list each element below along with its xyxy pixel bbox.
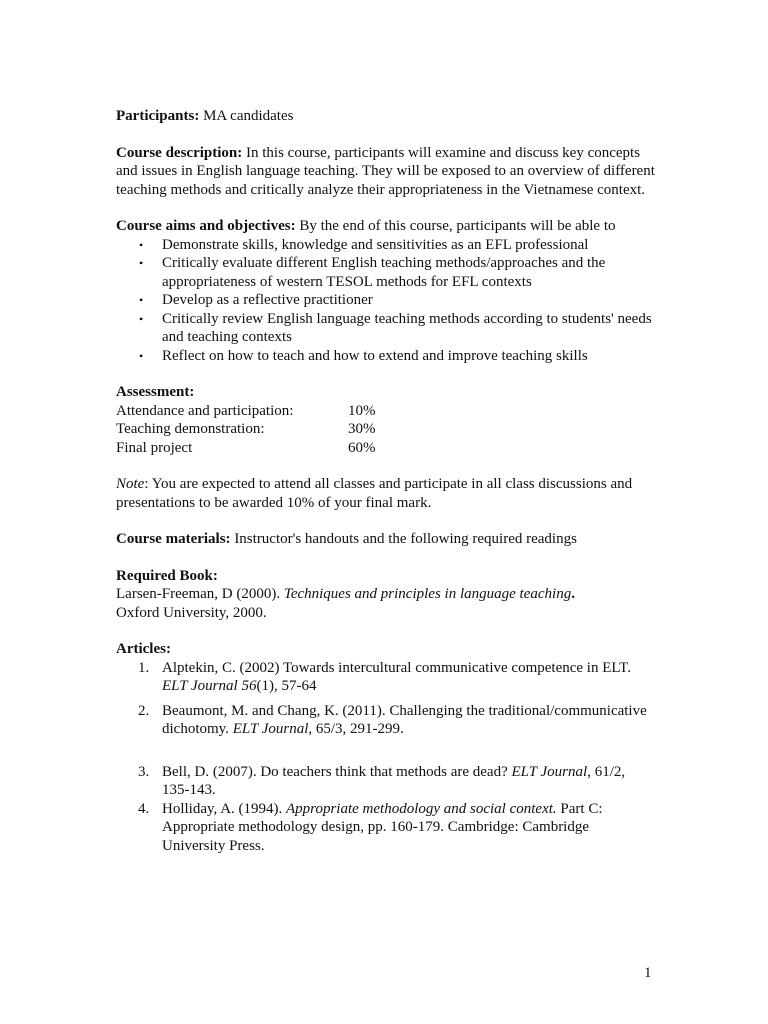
article-number: 2. [138, 702, 150, 719]
article-number: 1. [138, 659, 150, 676]
course-description-label: Course description: [116, 144, 243, 161]
course-aims-heading [116, 217, 656, 236]
assessment-item: Final project [116, 439, 193, 456]
required-book-label: Required Book: [116, 567, 218, 584]
course-aims [116, 217, 656, 365]
article-details: , 65/3, 291-299. [308, 721, 404, 737]
article-number: 4. [138, 800, 150, 817]
aim-text: Reflect on how to teach and how to extend and improve teaching skills [162, 347, 588, 364]
aim-text: Critically review English language teaching methods according to students' needs and teaching contexts [162, 310, 652, 345]
bullet-icon: • [139, 311, 144, 326]
course-aims-intro: By the end of this course, participants will be able to [299, 218, 616, 234]
required-book-section [116, 567, 656, 623]
list-item [116, 236, 656, 255]
assessment-item: Teaching demonstration: [116, 421, 265, 437]
list-item [116, 347, 656, 366]
article-text: Holliday, A. (1994). [162, 800, 287, 817]
participants-label: Participants: [116, 108, 200, 124]
list-item [116, 310, 656, 347]
assessment-row [116, 402, 656, 421]
assessment-row [116, 420, 656, 439]
article-details: Part C: Appropriate methodology design, pp. 160-179. Cambridge: Cambridge University Press. [162, 800, 603, 854]
articles-section [116, 640, 656, 855]
article-text: Alptekin, C. (2002) Towards intercultural communicative competence in ELT. [162, 659, 631, 676]
article-number: 3. [138, 763, 150, 780]
course-materials-text: Instructor's handouts and the following required readings [234, 531, 577, 547]
article-details: , 61/2, 135-143. [162, 763, 626, 798]
course-materials-label: Course materials: [116, 531, 231, 547]
assessment-item: Attendance and participation: [116, 402, 294, 419]
course-aims-label: Course aims and objectives: [116, 218, 296, 234]
list-item [116, 800, 656, 856]
book-author: Larsen-Freeman, D (2000). [116, 586, 281, 602]
article-journal: ELT Journal [232, 721, 309, 737]
assessment-row [116, 439, 656, 458]
assessment-weight: 10% [348, 402, 376, 419]
book-title-period: . [571, 586, 575, 602]
assessment-weight: 30% [348, 421, 376, 437]
course-description-text: In this course, participants will examine and discuss key concepts and issues in English language teaching. They will be exposed to an overview of different teaching methods and critically analyze their appropriateness in the Vietnamese context. [116, 144, 655, 198]
bullet-icon: • [139, 293, 144, 307]
assessment-weight: 60% [348, 439, 376, 456]
assessment-label: Assessment: [116, 384, 195, 400]
course-materials [116, 530, 656, 549]
book-publisher: Oxford University, 2000. [116, 604, 267, 621]
note-paragraph [116, 475, 656, 512]
note-text: : You are expected to attend all classes and participate in all class discussions and presentations to be awarded 10% of your final mark. [116, 476, 633, 511]
article-journal: Appropriate methodology and social context. [286, 800, 557, 817]
list-item [116, 254, 656, 291]
article-details: (1), 57-64 [256, 678, 317, 694]
list-item [116, 291, 656, 310]
article-text: Bell, D. (2007). Do teachers think that methods are dead? [162, 763, 512, 780]
list-item [116, 702, 656, 739]
articles-label: Articles: [116, 641, 171, 657]
aims-list [116, 236, 656, 366]
course-description [116, 144, 656, 200]
aim-text: Critically evaluate different English teaching methods/approaches and the appropriateness of western TESOL methods for EFL contexts [162, 255, 606, 290]
page-number: 1 [644, 965, 652, 981]
note-label: Note [116, 476, 145, 492]
article-journal: ELT Journal 56 [162, 678, 257, 694]
list-item [116, 659, 656, 696]
article-text: Beaumont, M. and Chang, K. (2011). Challenging the traditional/communicative dichotomy. [162, 702, 647, 737]
aim-text: Develop as a reflective practitioner [162, 292, 373, 308]
participants-value: MA candidates [203, 108, 294, 124]
syllabus-content [116, 107, 656, 855]
required-book-citation [116, 585, 656, 622]
bullet-icon: • [139, 348, 144, 363]
articles-list [116, 659, 656, 856]
article-journal: ELT Journal [511, 763, 588, 780]
aim-text: Demonstrate skills, knowledge and sensitivities as an EFL professional [162, 236, 589, 253]
participants-line [116, 107, 656, 126]
bullet-icon: • [139, 237, 144, 252]
bullet-icon: • [139, 256, 144, 270]
assessment-section [116, 383, 656, 457]
book-title: Techniques and principles in language teaching [283, 586, 572, 602]
list-item [116, 763, 656, 800]
